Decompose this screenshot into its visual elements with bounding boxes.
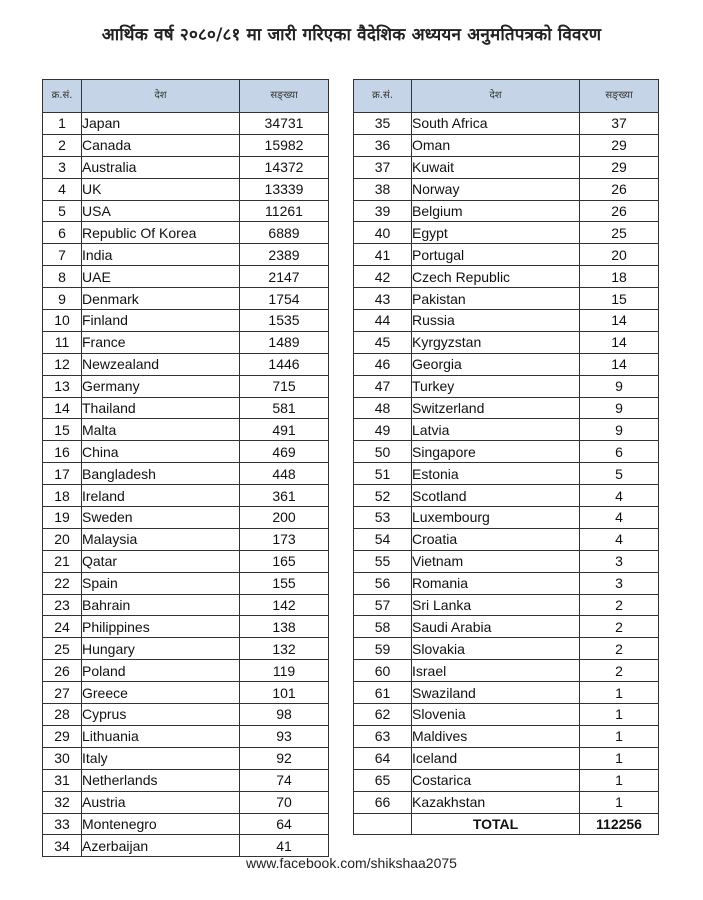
table-row xyxy=(354,572,659,594)
row-sn: 36 xyxy=(354,134,412,156)
table-row xyxy=(43,791,329,813)
row-sn: 41 xyxy=(354,244,412,266)
row-country: Austria xyxy=(82,791,240,813)
row-country: Slovenia xyxy=(412,704,580,726)
table-row xyxy=(43,310,329,332)
row-country: Greece xyxy=(82,682,240,704)
row-country: Vietnam xyxy=(412,550,580,572)
table-row xyxy=(43,134,329,156)
row-country: Bahrain xyxy=(82,594,240,616)
row-country: Finland xyxy=(82,310,240,332)
row-count: 155 xyxy=(240,572,329,594)
row-sn: 31 xyxy=(43,769,82,791)
table-row xyxy=(43,616,329,638)
table-row xyxy=(354,550,659,572)
row-sn: 10 xyxy=(43,310,82,332)
row-count: 15982 xyxy=(240,134,329,156)
row-country: Turkey xyxy=(412,375,580,397)
row-count: 18 xyxy=(580,266,659,288)
row-count: 29 xyxy=(580,134,659,156)
row-count: 173 xyxy=(240,528,329,550)
row-count: 2 xyxy=(580,594,659,616)
table-row xyxy=(354,463,659,485)
table-header-row xyxy=(354,80,659,113)
row-count: 26 xyxy=(580,178,659,200)
row-country: Poland xyxy=(82,660,240,682)
row-sn: 45 xyxy=(354,331,412,353)
row-count: 2389 xyxy=(240,244,329,266)
header-count: सङ्ख्या xyxy=(580,80,659,113)
row-country: Egypt xyxy=(412,222,580,244)
table-row xyxy=(43,769,329,791)
table-row xyxy=(354,704,659,726)
row-count: 715 xyxy=(240,375,329,397)
table-header-row xyxy=(43,80,329,113)
row-sn: 16 xyxy=(43,441,82,463)
row-country: Newzealand xyxy=(82,353,240,375)
table-row xyxy=(354,769,659,791)
table-row xyxy=(43,419,329,441)
row-sn: 17 xyxy=(43,463,82,485)
row-sn: 55 xyxy=(354,550,412,572)
row-sn: 48 xyxy=(354,397,412,419)
row-sn: 34 xyxy=(43,835,82,857)
row-count: 2 xyxy=(580,616,659,638)
row-country: Kuwait xyxy=(412,156,580,178)
row-country: Malaysia xyxy=(82,528,240,550)
row-count: 14 xyxy=(580,310,659,332)
row-count: 37 xyxy=(580,113,659,135)
row-country: Azerbaijan xyxy=(82,835,240,857)
table-row xyxy=(43,156,329,178)
row-count: 101 xyxy=(240,682,329,704)
row-count: 9 xyxy=(580,397,659,419)
row-count: 14 xyxy=(580,331,659,353)
row-country: Norway xyxy=(412,178,580,200)
row-sn: 27 xyxy=(43,682,82,704)
row-count: 41 xyxy=(240,835,329,857)
table-row xyxy=(354,353,659,375)
table-row xyxy=(43,550,329,572)
row-country: South Africa xyxy=(412,113,580,135)
row-country: Slovakia xyxy=(412,638,580,660)
table-row xyxy=(354,331,659,353)
table-row xyxy=(354,178,659,200)
row-count: 1 xyxy=(580,747,659,769)
row-count: 119 xyxy=(240,660,329,682)
table-row xyxy=(43,463,329,485)
row-country: Kazakhstan xyxy=(412,791,580,813)
row-sn: 6 xyxy=(43,222,82,244)
row-sn: 56 xyxy=(354,572,412,594)
row-country: Costarica xyxy=(412,769,580,791)
row-country: Swaziland xyxy=(412,682,580,704)
table-row xyxy=(354,266,659,288)
row-sn: 12 xyxy=(43,353,82,375)
table-row xyxy=(354,441,659,463)
row-count: 469 xyxy=(240,441,329,463)
row-sn: 54 xyxy=(354,528,412,550)
row-country: Iceland xyxy=(412,747,580,769)
row-country: Russia xyxy=(412,310,580,332)
row-count: 11261 xyxy=(240,200,329,222)
table-right xyxy=(353,79,659,835)
header-count: सङ्ख्या xyxy=(240,80,329,113)
total-label: TOTAL xyxy=(412,813,580,835)
table-row xyxy=(354,528,659,550)
row-sn: 11 xyxy=(43,331,82,353)
table-row xyxy=(354,156,659,178)
table-row xyxy=(354,397,659,419)
header-country: देश xyxy=(82,80,240,113)
header-sn: क्र.सं. xyxy=(354,80,412,113)
row-country: Romania xyxy=(412,572,580,594)
row-country: Malta xyxy=(82,419,240,441)
row-country: Denmark xyxy=(82,288,240,310)
row-count: 14372 xyxy=(240,156,329,178)
table-row xyxy=(354,747,659,769)
row-country: Qatar xyxy=(82,550,240,572)
row-count: 6 xyxy=(580,441,659,463)
table-row xyxy=(354,288,659,310)
row-country: Switzerland xyxy=(412,397,580,419)
row-sn: 59 xyxy=(354,638,412,660)
row-country: Italy xyxy=(82,747,240,769)
row-count: 5 xyxy=(580,463,659,485)
row-country: Australia xyxy=(82,156,240,178)
row-country: USA xyxy=(82,200,240,222)
row-sn: 49 xyxy=(354,419,412,441)
table-row xyxy=(43,397,329,419)
row-country: Singapore xyxy=(412,441,580,463)
table-row xyxy=(354,200,659,222)
row-count: 581 xyxy=(240,397,329,419)
row-country: Ireland xyxy=(82,485,240,507)
row-sn: 8 xyxy=(43,266,82,288)
table-row xyxy=(43,288,329,310)
row-sn: 3 xyxy=(43,156,82,178)
row-sn: 63 xyxy=(354,725,412,747)
row-country: Luxembourg xyxy=(412,507,580,529)
table-row xyxy=(43,725,329,747)
row-sn: 20 xyxy=(43,528,82,550)
row-count: 13339 xyxy=(240,178,329,200)
row-country: France xyxy=(82,331,240,353)
row-sn: 1 xyxy=(43,113,82,135)
row-country: Japan xyxy=(82,113,240,135)
row-count: 74 xyxy=(240,769,329,791)
table-row xyxy=(43,813,329,835)
row-country: Oman xyxy=(412,134,580,156)
row-country: Spain xyxy=(82,572,240,594)
row-count: 142 xyxy=(240,594,329,616)
row-count: 29 xyxy=(580,156,659,178)
header-country: देश xyxy=(412,80,580,113)
row-count: 4 xyxy=(580,507,659,529)
row-sn: 5 xyxy=(43,200,82,222)
row-sn: 33 xyxy=(43,813,82,835)
row-sn: 26 xyxy=(43,660,82,682)
row-sn: 47 xyxy=(354,375,412,397)
row-sn: 51 xyxy=(354,463,412,485)
row-count: 98 xyxy=(240,704,329,726)
row-sn: 60 xyxy=(354,660,412,682)
row-country: Cyprus xyxy=(82,704,240,726)
table-row xyxy=(43,375,329,397)
row-sn: 46 xyxy=(354,353,412,375)
table-row xyxy=(43,682,329,704)
row-country: Kyrgyzstan xyxy=(412,331,580,353)
row-count: 2 xyxy=(580,660,659,682)
table-row xyxy=(354,310,659,332)
table-row xyxy=(354,725,659,747)
row-country: China xyxy=(82,441,240,463)
table-row xyxy=(43,572,329,594)
row-sn: 65 xyxy=(354,769,412,791)
row-count: 4 xyxy=(580,528,659,550)
footer-url: www.facebook.com/shikshaa2075 xyxy=(246,855,457,871)
table-row xyxy=(354,419,659,441)
row-count: 361 xyxy=(240,485,329,507)
row-count: 93 xyxy=(240,725,329,747)
row-sn: 38 xyxy=(354,178,412,200)
row-country: Philippines xyxy=(82,616,240,638)
table-row xyxy=(43,638,329,660)
row-count: 92 xyxy=(240,747,329,769)
total-blank-cell xyxy=(354,813,412,835)
row-sn: 21 xyxy=(43,550,82,572)
row-sn: 62 xyxy=(354,704,412,726)
row-sn: 40 xyxy=(354,222,412,244)
row-country: UAE xyxy=(82,266,240,288)
row-count: 20 xyxy=(580,244,659,266)
row-sn: 14 xyxy=(43,397,82,419)
row-country: Belgium xyxy=(412,200,580,222)
row-count: 491 xyxy=(240,419,329,441)
row-country: Maldives xyxy=(412,725,580,747)
table-row xyxy=(43,528,329,550)
row-count: 1 xyxy=(580,769,659,791)
row-count: 1 xyxy=(580,725,659,747)
row-count: 1 xyxy=(580,791,659,813)
row-country: Hungary xyxy=(82,638,240,660)
row-count: 1535 xyxy=(240,310,329,332)
row-count: 34731 xyxy=(240,113,329,135)
row-sn: 24 xyxy=(43,616,82,638)
row-sn: 64 xyxy=(354,747,412,769)
row-sn: 22 xyxy=(43,572,82,594)
row-country: Estonia xyxy=(412,463,580,485)
row-country: Germany xyxy=(82,375,240,397)
row-country: Czech Republic xyxy=(412,266,580,288)
row-sn: 42 xyxy=(354,266,412,288)
row-count: 25 xyxy=(580,222,659,244)
row-sn: 52 xyxy=(354,485,412,507)
table-row xyxy=(354,594,659,616)
table-row xyxy=(354,134,659,156)
row-sn: 43 xyxy=(354,288,412,310)
row-count: 1489 xyxy=(240,331,329,353)
row-country: Scotland xyxy=(412,485,580,507)
row-count: 14 xyxy=(580,353,659,375)
row-country: Republic Of Korea xyxy=(82,222,240,244)
row-country: Georgia xyxy=(412,353,580,375)
row-sn: 66 xyxy=(354,791,412,813)
table-row xyxy=(354,507,659,529)
row-sn: 57 xyxy=(354,594,412,616)
row-sn: 13 xyxy=(43,375,82,397)
row-sn: 37 xyxy=(354,156,412,178)
row-country: Canada xyxy=(82,134,240,156)
row-country: Sweden xyxy=(82,507,240,529)
row-sn: 29 xyxy=(43,725,82,747)
row-count: 6889 xyxy=(240,222,329,244)
row-sn: 39 xyxy=(354,200,412,222)
row-country: Montenegro xyxy=(82,813,240,835)
row-sn: 19 xyxy=(43,507,82,529)
row-country: Portugal xyxy=(412,244,580,266)
row-sn: 25 xyxy=(43,638,82,660)
row-country: Croatia xyxy=(412,528,580,550)
table-row xyxy=(43,113,329,135)
row-count: 4 xyxy=(580,485,659,507)
row-count: 448 xyxy=(240,463,329,485)
table-row xyxy=(43,331,329,353)
total-row xyxy=(354,813,659,835)
row-country: India xyxy=(82,244,240,266)
row-count: 1754 xyxy=(240,288,329,310)
row-sn: 15 xyxy=(43,419,82,441)
table-row xyxy=(43,747,329,769)
row-country: Pakistan xyxy=(412,288,580,310)
header-sn: क्र.सं. xyxy=(43,80,82,113)
row-count: 165 xyxy=(240,550,329,572)
table-row xyxy=(354,485,659,507)
row-country: Lithuania xyxy=(82,725,240,747)
table-row xyxy=(43,704,329,726)
table-row xyxy=(354,244,659,266)
row-count: 1 xyxy=(580,682,659,704)
table-row xyxy=(43,485,329,507)
row-country: Saudi Arabia xyxy=(412,616,580,638)
row-count: 9 xyxy=(580,375,659,397)
table-row xyxy=(43,507,329,529)
table-row xyxy=(354,638,659,660)
row-count: 1446 xyxy=(240,353,329,375)
table-row xyxy=(354,222,659,244)
table-row xyxy=(43,594,329,616)
row-sn: 28 xyxy=(43,704,82,726)
table-row xyxy=(354,682,659,704)
table-row xyxy=(43,660,329,682)
table-row xyxy=(354,375,659,397)
row-count: 2 xyxy=(580,638,659,660)
table-row xyxy=(354,791,659,813)
row-count: 200 xyxy=(240,507,329,529)
row-sn: 44 xyxy=(354,310,412,332)
row-sn: 53 xyxy=(354,507,412,529)
row-count: 138 xyxy=(240,616,329,638)
row-count: 3 xyxy=(580,572,659,594)
row-count: 132 xyxy=(240,638,329,660)
row-country: Thailand xyxy=(82,397,240,419)
row-country: Netherlands xyxy=(82,769,240,791)
row-country: Israel xyxy=(412,660,580,682)
row-sn: 7 xyxy=(43,244,82,266)
row-count: 3 xyxy=(580,550,659,572)
row-country: Sri Lanka xyxy=(412,594,580,616)
row-country: UK xyxy=(82,178,240,200)
row-sn: 58 xyxy=(354,616,412,638)
row-sn: 30 xyxy=(43,747,82,769)
table-row xyxy=(43,266,329,288)
row-count: 26 xyxy=(580,200,659,222)
table-row xyxy=(43,222,329,244)
row-count: 9 xyxy=(580,419,659,441)
row-country: Latvia xyxy=(412,419,580,441)
row-sn: 35 xyxy=(354,113,412,135)
row-count: 15 xyxy=(580,288,659,310)
row-sn: 18 xyxy=(43,485,82,507)
table-row xyxy=(43,244,329,266)
row-count: 2147 xyxy=(240,266,329,288)
table-row xyxy=(43,441,329,463)
row-sn: 2 xyxy=(43,134,82,156)
row-sn: 50 xyxy=(354,441,412,463)
table-row xyxy=(43,353,329,375)
row-sn: 4 xyxy=(43,178,82,200)
row-sn: 23 xyxy=(43,594,82,616)
total-value: 112256 xyxy=(580,813,659,835)
row-count: 64 xyxy=(240,813,329,835)
table-left xyxy=(42,79,329,857)
row-sn: 61 xyxy=(354,682,412,704)
row-count: 1 xyxy=(580,704,659,726)
table-row xyxy=(43,178,329,200)
row-country: Bangladesh xyxy=(82,463,240,485)
row-sn: 32 xyxy=(43,791,82,813)
table-row xyxy=(354,616,659,638)
table-row xyxy=(43,835,329,857)
row-sn: 9 xyxy=(43,288,82,310)
table-row xyxy=(354,113,659,135)
page-title: आर्थिक वर्ष २०८०/८१ मा जारी गरिएका वैदेशिक अध्ययन अनुमतिपत्रको विवरण xyxy=(101,25,602,45)
table-row xyxy=(43,200,329,222)
row-count: 70 xyxy=(240,791,329,813)
table-row xyxy=(354,660,659,682)
